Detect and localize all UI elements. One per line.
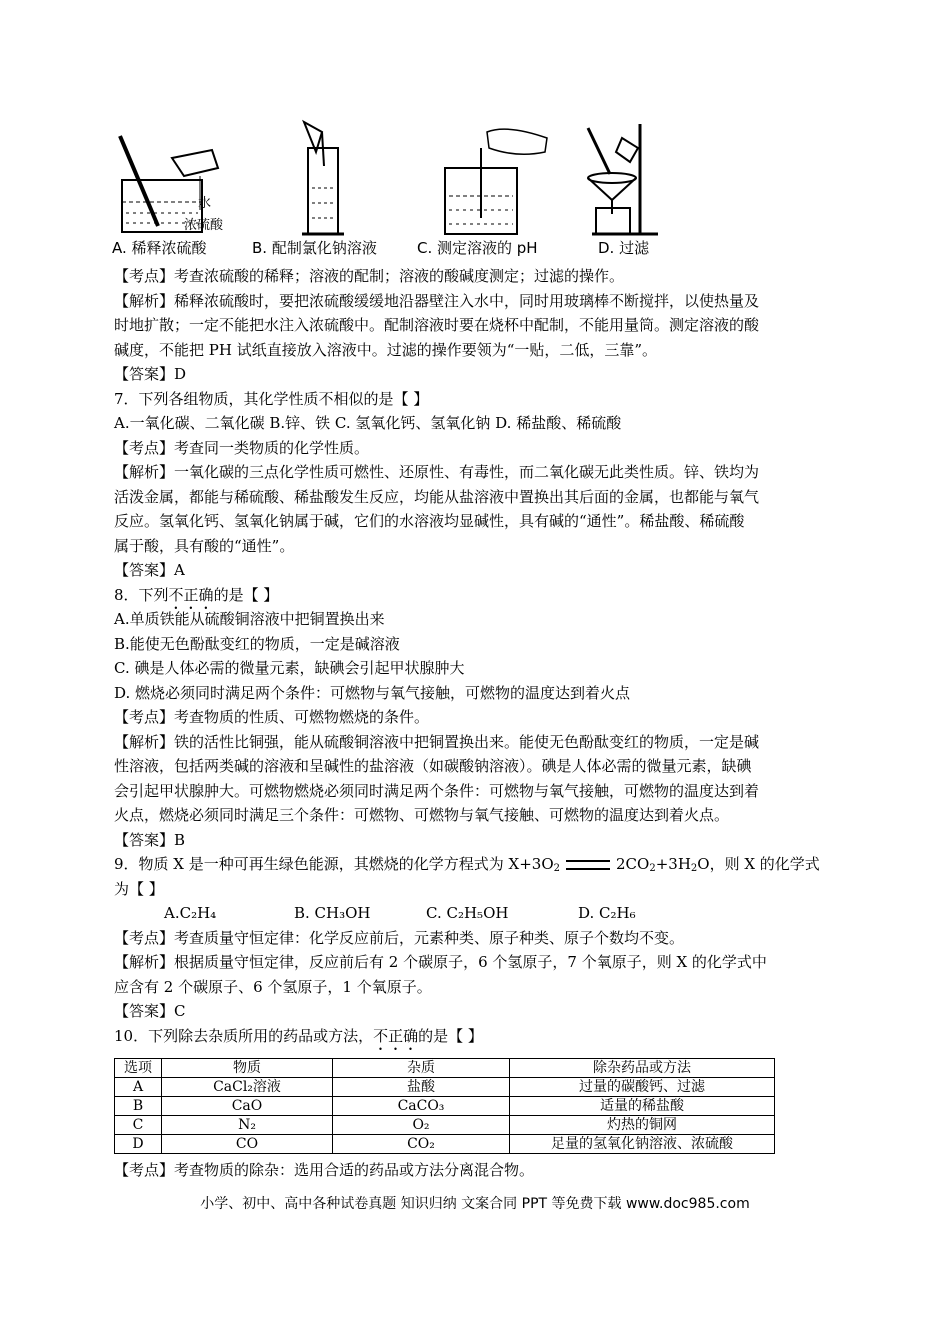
q6-answer: 【答案】D xyxy=(114,365,187,383)
q9-stem-pre: 9．物质 X 是一种可再生绿色能源，其燃烧的化学方程式为 X+3O xyxy=(114,855,554,873)
table-cell: B xyxy=(115,1097,162,1116)
table-cell: C xyxy=(115,1116,162,1135)
q9-options xyxy=(114,901,844,926)
q7-jiexi-line-2: 活泼金属，都能与稀硫酸、稀盐酸发生反应，均能从盐溶液中置换出其后面的金属，也都能与氧气 xyxy=(114,487,760,506)
equation-equals-sign xyxy=(566,860,610,870)
table-cell: CaO xyxy=(162,1097,333,1116)
q8-option-a: A.单质铁能从硫酸铜溶液中把铜置换出来 xyxy=(114,610,385,628)
table-cell: 足量的氢氧化钠溶液、浓硫酸 xyxy=(510,1135,775,1154)
table-header-cell: 除杂药品或方法 xyxy=(510,1059,775,1078)
table-row xyxy=(115,1116,775,1135)
ph-test-illustration xyxy=(417,118,567,238)
q8-jiexi-line-3: 会引起甲状腺肿大。可燃物燃烧必须同时满足两个条件：可燃物与氧气接触，可燃物的温度达到着 xyxy=(114,781,760,800)
q6-jiexi-line-3: 碱度，不能把 PH 试纸直接放入溶液中。过滤的操作要领为“一贴，二低，三靠”。 xyxy=(114,340,658,359)
q10-stem xyxy=(114,1024,844,1049)
table-row xyxy=(115,1135,775,1154)
q9-jiexi-line-1: 【解析】根据质量守恒定律，反应前后有 2 个碳原子，6 个氢原子，7 个氧原子，则 X 的化学式中 xyxy=(114,953,767,971)
label-water: 水 xyxy=(198,196,212,211)
q8-jiexi-line-1: 【解析】铁的活性比铜强，能从硫酸铜溶液中把铜置换出来。能使无色酚酞变红的物质，一定是碱 xyxy=(114,732,760,751)
q8-jiexi-line-4: 火点，燃烧必须同时满足三个条件：可燃物、可燃物与氧气接触、可燃物的温度达到着火点。 xyxy=(114,806,730,824)
q9-option-c: C. C₂H₅OH xyxy=(426,904,509,922)
q9-answer: 【答案】C xyxy=(114,1002,186,1020)
caption-a: A. 稀释浓硫酸 xyxy=(112,239,207,257)
figure-b xyxy=(252,118,402,260)
q7-stem: 7．下列各组物质，其化学性质不相似的是【 】 xyxy=(114,389,429,408)
q9-stem-mid2: +3H xyxy=(655,855,691,873)
q8-stem xyxy=(114,583,844,608)
table-cell: O₂ xyxy=(333,1116,510,1135)
q7-options: A.一氧化碳、二氧化碳 B.锌、铁 C. 氢氧化钙、氢氧化钠 D. 稀盐酸、稀硫酸 xyxy=(114,414,622,432)
q7-jiexi-line-1: 【解析】一氧化碳的三点化学性质可燃性、还原性、有毒性，而二氧化碳无此类性质。锌、铁均为 xyxy=(114,463,760,481)
q7-kaodian: 【考点】考查同一类物质的化学性质。 xyxy=(114,438,370,457)
filtration-illustration xyxy=(562,118,672,238)
q8-jiexi-line-2: 性溶液，包括两类碱的溶液和呈碱性的盐溶液（如碳酸钠溶液）。碘是人体必需的微量元素，缺碘 xyxy=(114,757,752,775)
table-cell: 盐酸 xyxy=(333,1078,510,1097)
q8-kaodian: 【考点】考查物质的性质、可燃物燃烧的条件。 xyxy=(114,708,430,726)
table-cell: CaCO₃ xyxy=(333,1097,510,1116)
caption-d: D. 过滤 xyxy=(598,239,650,257)
table-cell: CO₂ xyxy=(333,1135,510,1154)
q9-stem-line-2: 为【 】 xyxy=(114,879,164,898)
table-cell: 过量的碳酸钙、过滤 xyxy=(510,1078,775,1097)
q8-option-b: B.能使无色酚酞变红的物质，一定是碱溶液 xyxy=(114,634,400,653)
table-cell: 适量的稀盐酸 xyxy=(510,1097,775,1116)
q9-option-d: D. C₂H₆ xyxy=(578,904,636,922)
q8-answer: 【答案】B xyxy=(114,830,186,849)
q8-stem-pre: 8．下列 xyxy=(114,585,169,604)
q9-option-b: B. CH₃OH xyxy=(294,904,371,922)
q9-stem-mid: 2CO xyxy=(616,855,650,873)
table-header-row xyxy=(115,1059,775,1078)
table-row xyxy=(115,1078,775,1097)
q6-block xyxy=(114,264,844,1048)
experiment-figures xyxy=(112,118,672,260)
q7-jiexi-line-4: 属于酸，具有酸的“通性”。 xyxy=(114,536,295,555)
q8-option-d: D. 燃烧必须同时满足两个条件：可燃物与氧气接触，可燃物的温度达到着火点 xyxy=(114,683,631,702)
q9-kaodian: 【考点】考查质量守恒定律：化学反应前后，元素种类、原子种类、原子个数均不变。 xyxy=(114,928,685,947)
q8-stem-post: 的是【 】 xyxy=(213,585,279,604)
table-cell: A xyxy=(115,1078,162,1097)
table-cell: N₂ xyxy=(162,1116,333,1135)
q9-stem-post: O，则 X 的化学式 xyxy=(697,855,820,873)
table-cell: D xyxy=(115,1135,162,1154)
figure-a xyxy=(112,118,232,260)
q10-table xyxy=(114,1058,775,1154)
caption-c: C. 测定溶液的 pH xyxy=(417,239,538,257)
q7-jiexi-line-3: 反应。氢氧化钙、氢氧化钠属于碱，它们的水溶液均显碱性，具有碱的“通性”。稀盐酸、稀硫酸 xyxy=(114,512,745,530)
q8-option-c: C. 碘是人体必需的微量元素，缺碘会引起甲状腺肿大 xyxy=(114,659,465,677)
q7-answer: 【答案】A xyxy=(114,561,185,579)
q10-stem-pre: 10．下列除去杂质所用的药品或方法， xyxy=(114,1026,374,1045)
q9-option-a: A.C₂H₄ xyxy=(164,904,217,922)
q10-kaodian-block xyxy=(114,1158,844,1183)
page-footer: 小学、初中、高中各种试卷真题 知识归纳 文案合同 PPT 等免费下载 www.doc985.com xyxy=(200,1196,750,1212)
table-cell: 灼热的铜网 xyxy=(510,1116,775,1135)
q10-kaodian: 【考点】考查物质的除杂：选用合适的药品或方法分离混合物。 xyxy=(114,1161,535,1179)
q8-stem-emphasis: 不正确 xyxy=(168,585,214,604)
table-cell: CaCl₂溶液 xyxy=(162,1078,333,1097)
q9-jiexi-line-2: 应含有 2 个碳原子、6 个氢原子，1 个氧原子。 xyxy=(114,977,432,996)
q6-kaodian: 【考点】考查浓硫酸的稀释；溶液的配制；溶液的酸碱度测定；过滤的操作。 xyxy=(114,267,625,285)
table-header-cell: 选项 xyxy=(115,1059,162,1078)
figure-d xyxy=(562,118,672,260)
table-header-cell: 杂质 xyxy=(333,1059,510,1078)
table-header-cell: 物质 xyxy=(162,1059,333,1078)
caption-b: B. 配制氯化钠溶液 xyxy=(252,239,377,257)
label-sulfuric-acid: 浓硫酸 xyxy=(184,218,224,233)
q9-stem: 9．物质 X 是一种可再生绿色能源，其燃烧的化学方程式为 $X+3O_2$ $2CO_2+3H_2O$，则 X 的化学式 xyxy=(114,855,820,874)
graduated-cylinder-illustration xyxy=(252,118,402,238)
q6-jiexi-line-2: 时地扩散；一定不能把水注入浓硫酸中。配制溶液时要在烧杯中配制，不能用量筒。测定溶液的酸 xyxy=(114,316,760,334)
q10-stem-emphasis: 不正确 xyxy=(373,1026,419,1045)
figure-c xyxy=(417,118,567,260)
q6-jiexi-line-1: 【解析】稀释浓硫酸时，要把浓硫酸缓缓地沿器壁注入水中，同时用玻璃棒不断搅拌，以使热量及 xyxy=(114,291,760,310)
table-row xyxy=(115,1097,775,1116)
q10-stem-post: 的是【 】 xyxy=(418,1026,483,1045)
table-cell: CO xyxy=(162,1135,333,1154)
